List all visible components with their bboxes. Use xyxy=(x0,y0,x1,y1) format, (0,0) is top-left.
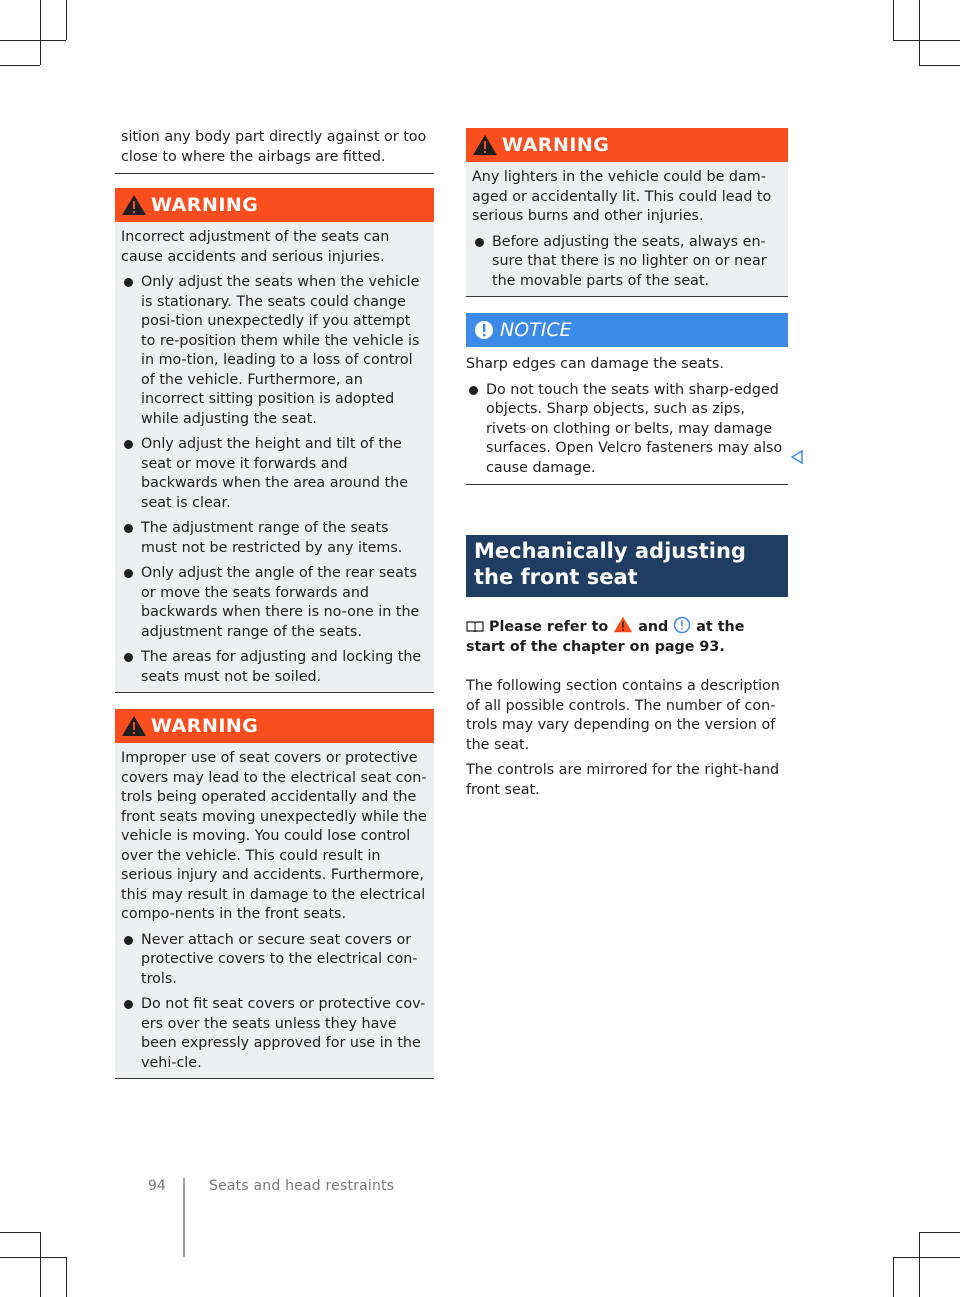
crop-mark xyxy=(0,1232,40,1233)
bullet-icon xyxy=(475,238,484,247)
warning-triangle-icon xyxy=(121,715,147,737)
list-item: Never attach or secure seat covers or protective covers to the electrical con-trols. xyxy=(121,931,428,990)
crop-mark xyxy=(0,65,40,66)
notice-heading: NOTICE xyxy=(500,319,572,341)
warning-body xyxy=(115,222,434,692)
section-paragraph: The following section contains a description of all possible controls. The number of con-trols may vary depending on the version of the seat. xyxy=(466,678,780,753)
list-item: Only adjust the height and tilt of the seat or move it forwards and backwards when the area around the seat is clear. xyxy=(121,435,428,513)
warning-heading: WARNING xyxy=(151,194,259,216)
warning-intro: Improper use of seat covers or protective covers may lead to the electrical seat con-trols being operated accidentally and the front seats moving unexpectedly while the vehicle is moving. You could lose control over the vehicle. This could result in serious injury and accidents. Furthermore, this may result in damage to the electrical compo-nents in the front seats. xyxy=(121,750,427,922)
crop-mark xyxy=(66,1257,67,1297)
warning-intro: Incorrect adjustment of the seats can cause accidents and serious injuries. xyxy=(121,229,390,265)
warning-box-3 xyxy=(466,128,788,297)
warning-header xyxy=(115,188,434,222)
section xyxy=(466,535,788,800)
notice-header xyxy=(466,313,788,347)
bullet-icon xyxy=(124,569,133,578)
warning-heading: WARNING xyxy=(151,715,259,737)
warning-body xyxy=(115,743,434,1078)
list-item: Do not touch the seats with sharp-edged objects. Sharp objects, such as zips, rivets on clothing or belts, may damage surfaces. Open Velcro fasteners may also cause damage. xyxy=(466,381,788,479)
section-title: Mechanically adjusting the front seat xyxy=(466,535,788,597)
crop-mark xyxy=(0,40,66,41)
crop-mark xyxy=(919,1232,920,1297)
warning-list xyxy=(121,931,428,1074)
notice-exclamation-icon xyxy=(673,616,691,634)
page-number: 94 xyxy=(148,1178,166,1194)
warning-heading: WARNING xyxy=(502,134,610,156)
list-item: The adjustment range of the seats must not be restricted by any items. xyxy=(121,519,428,558)
list-item: Only adjust the angle of the rear seats or move the seats forwards and backwards when there is no-one in the adjustment range of the seats. xyxy=(121,564,428,642)
warning-header xyxy=(115,709,434,743)
notice-exclamation-icon xyxy=(472,319,496,341)
intro-block xyxy=(115,128,434,174)
crop-mark xyxy=(0,1257,66,1258)
notice-list xyxy=(466,381,788,479)
list-item: Before adjusting the seats, always en-sure that there is no lighter on or near the movable parts of the seat. xyxy=(472,233,782,292)
list-item: Only adjust the seats when the vehicle is stationary. The seats could change posi-tion unexpectedly if you attempt to re-position them while the vehicle is in mo-tion, leading to a loss of control of the vehicle. Furthermore, an incorrect sitting position is adopted while adjusting the seat. xyxy=(121,273,428,429)
crop-mark xyxy=(40,0,41,65)
warning-triangle-icon xyxy=(613,616,633,633)
right-column xyxy=(466,128,788,800)
warning-box-2 xyxy=(115,709,434,1079)
notice-body xyxy=(466,347,788,485)
section-end-triangle-icon xyxy=(790,450,804,464)
crop-mark xyxy=(893,40,960,41)
section-paragraph: The controls are mirrored for the right-hand front seat. xyxy=(466,762,780,798)
crop-mark xyxy=(66,0,67,40)
notice-box xyxy=(466,313,788,485)
chapter-title: Seats and head restraints xyxy=(209,1178,395,1194)
bullet-icon xyxy=(469,386,478,395)
warning-triangle-icon xyxy=(472,134,498,156)
warning-intro: Any lighters in the vehicle could be dam-aged or accidentally lit. This could lead to serious burns and other injuries. xyxy=(472,169,772,224)
bullet-icon xyxy=(124,653,133,662)
warning-body xyxy=(466,162,788,296)
footer-divider xyxy=(183,1178,185,1257)
notice-intro: Sharp edges can damage the seats. xyxy=(466,356,724,372)
crop-mark xyxy=(919,65,960,66)
left-column xyxy=(115,128,434,1079)
crop-mark xyxy=(893,0,894,40)
crop-mark xyxy=(40,1232,41,1297)
bullet-icon xyxy=(124,440,133,449)
bullet-icon xyxy=(124,936,133,945)
warning-box-1 xyxy=(115,188,434,693)
reference-note: Please refer to and at the start of the chapter on page 93. xyxy=(466,616,788,657)
crop-mark xyxy=(893,1257,960,1258)
bullet-icon xyxy=(124,524,133,533)
crop-mark xyxy=(893,1257,894,1297)
list-item: Do not fit seat covers or protective cov-ers over the seats unless they have been expressly approved for use in the vehi-cle. xyxy=(121,995,428,1073)
crop-mark xyxy=(919,1232,960,1233)
bullet-icon xyxy=(124,1000,133,1009)
book-icon xyxy=(466,620,484,632)
list-item: The areas for adjusting and locking the seats must not be soiled. xyxy=(121,648,428,687)
warning-list xyxy=(472,233,782,292)
bullet-icon xyxy=(124,278,133,287)
warning-list xyxy=(121,273,428,687)
warning-header xyxy=(466,128,788,162)
crop-mark xyxy=(919,0,920,65)
intro-text: sition any body part directly against or too close to where the airbags are fitted. xyxy=(121,129,427,165)
warning-triangle-icon xyxy=(121,194,147,216)
